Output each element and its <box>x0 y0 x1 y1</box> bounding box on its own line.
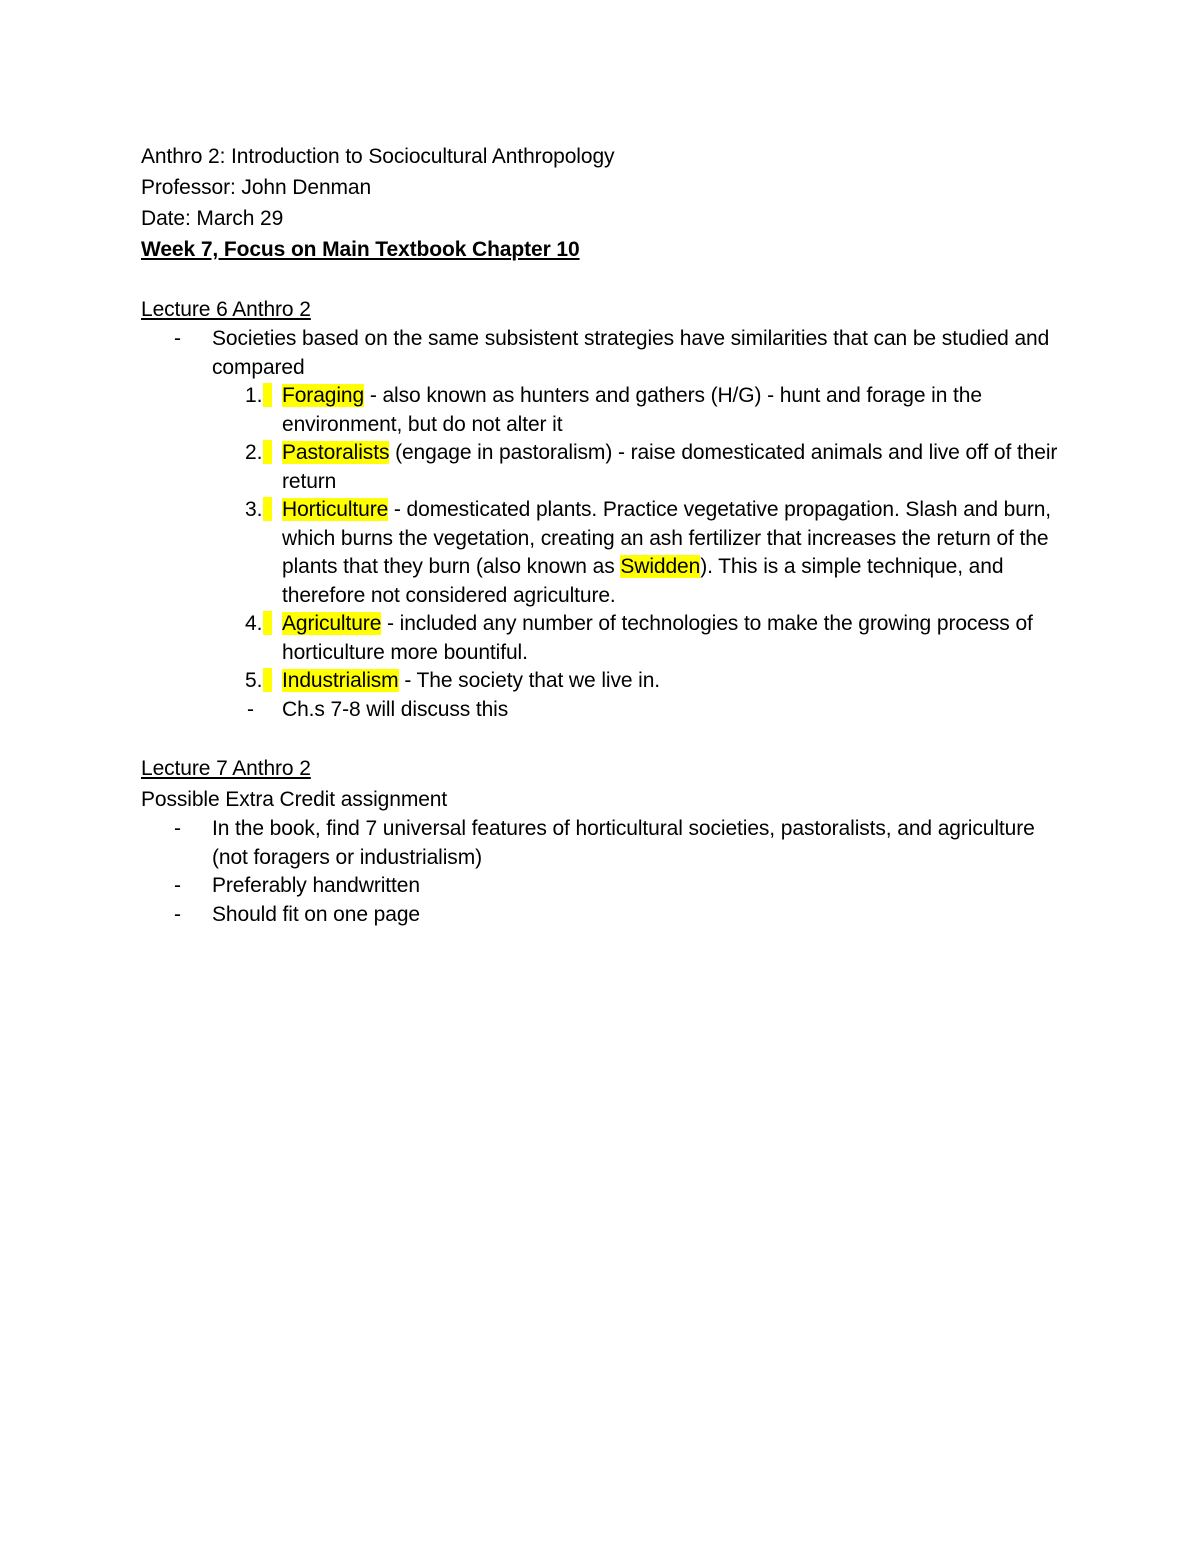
lecture6-list <box>141 325 1061 382</box>
dash-bullet: - <box>174 902 181 926</box>
item-number: 4. <box>245 610 272 639</box>
list-item <box>141 901 1061 930</box>
item-number: 5. <box>245 667 272 696</box>
list-item <box>141 815 1061 872</box>
dash-bullet: - <box>247 697 254 721</box>
date-line: Date: March 29 <box>141 207 284 230</box>
lecture6-intro: Societies based on the same subsistent strategies have similarities that can be studied and compared <box>212 327 1050 379</box>
lecture7-subheading: Possible Extra Credit assignment <box>141 788 448 811</box>
highlighted-term: Foraging <box>282 384 365 407</box>
dash-bullet: - <box>174 874 181 897</box>
bullet-text: Should fit on one page <box>212 902 420 926</box>
spacer <box>141 265 1061 294</box>
item-number: 3. <box>245 496 272 525</box>
document-body <box>141 141 1061 929</box>
bullet-text: Preferably handwritten <box>212 874 420 897</box>
lecture6-sublist <box>141 696 1061 725</box>
item-text: - also known as hunters and gathers (H/G) - hunt and forage in the environment, but do not alter it <box>282 384 982 436</box>
professor-line: Professor: John Denman <box>141 176 372 199</box>
list-item <box>141 610 1061 667</box>
highlighted-term: Horticulture <box>282 498 389 521</box>
item-number: 1. <box>245 382 272 411</box>
highlighted-term: Agriculture <box>282 612 382 635</box>
list-item <box>141 382 1061 439</box>
highlighted-term: Swidden <box>620 555 701 578</box>
course-title: Anthro 2: Introduction to Sociocultural Anthropology <box>141 145 615 168</box>
sub-note: Ch.s 7-8 will discuss this <box>282 697 509 721</box>
dash-bullet: - <box>174 327 181 350</box>
list-item <box>141 439 1061 496</box>
lecture7-list <box>141 815 1061 929</box>
subsistence-list <box>141 382 1061 696</box>
dash-bullet: - <box>174 817 181 840</box>
item-text: - domesticated plants. Practice vegetative propagation. Slash and burn, which burns the vegetation, creating an ash fertilizer that increases the return of the plants that they burn (also known as <box>282 498 1052 578</box>
item-text: - included any number of technologies to make the growing process of horticulture more bountiful. <box>282 612 1033 664</box>
item-number: 2. <box>245 439 272 468</box>
lecture7-heading: Lecture 7 Anthro 2 <box>141 757 311 780</box>
bullet-text: In the book, find 7 universal features of horticultural societies, pastoralists, and agriculture (not foragers or industrialism) <box>212 817 1035 869</box>
week-title: Week 7, Focus on Main Textbook Chapter 10 <box>141 238 580 261</box>
list-item <box>141 496 1061 610</box>
highlighted-term: Industrialism <box>282 669 399 692</box>
item-text: ). This is a simple technique, and therefore not considered agriculture. <box>282 555 1004 607</box>
lecture6-heading: Lecture 6 Anthro 2 <box>141 298 311 321</box>
list-item <box>141 667 1061 696</box>
item-text: - The society that we live in. <box>398 669 661 692</box>
spacer <box>141 724 1061 753</box>
item-text: (engage in pastoralism) - raise domesticated animals and live off of their return <box>282 441 1058 493</box>
list-item <box>141 696 1061 725</box>
list-item <box>141 325 1061 382</box>
highlighted-term: Pastoralists <box>282 441 390 464</box>
list-item <box>141 872 1061 901</box>
